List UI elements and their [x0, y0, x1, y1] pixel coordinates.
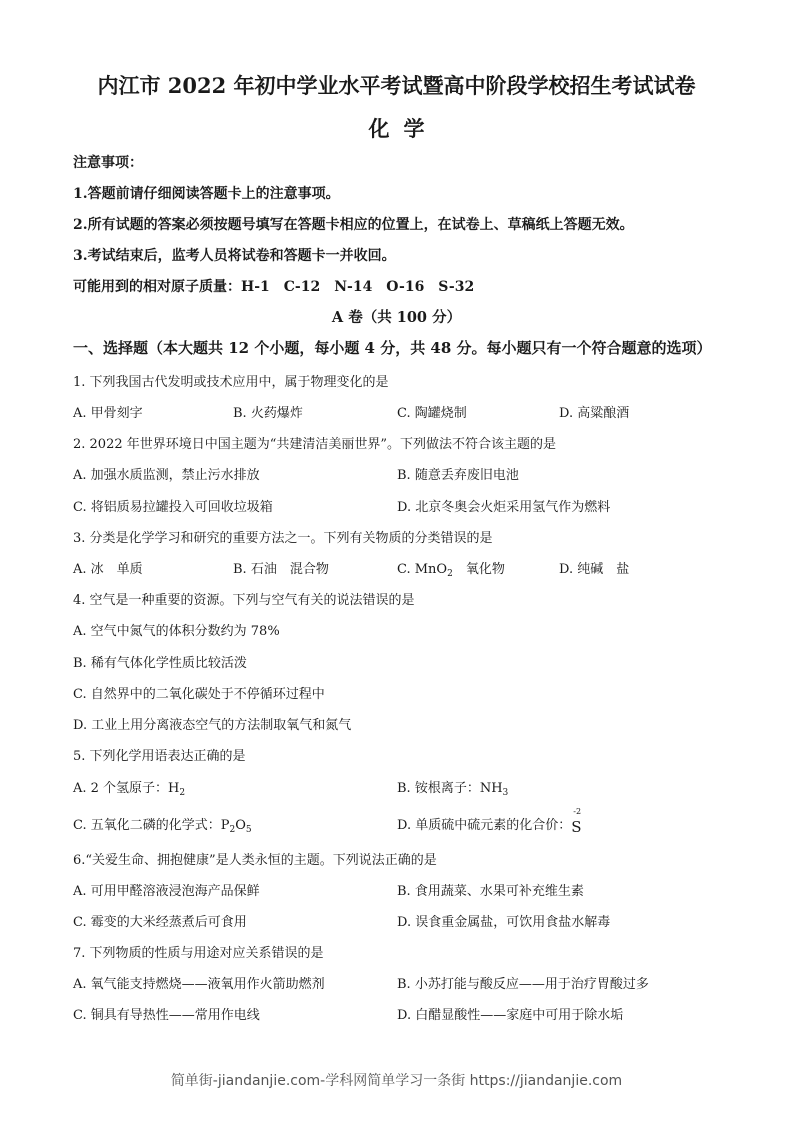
question-6-option-c: C. 霉变的大米经蒸煮后可食用 [73, 915, 247, 930]
question-4-option-a: A. 空气中氮气的体积分数约为 78% [73, 624, 280, 639]
question-7-option-a: A. 氧气能支持燃烧——液氧用作火箭助燃剂 [73, 977, 325, 992]
note-item-1: 1.答题前请仔细阅读答题卡上的注意事项。 [73, 186, 340, 202]
question-3-option-a: A. 冰 单质 [73, 562, 143, 577]
question-4-option-b: B. 稀有气体化学性质比较活泼 [73, 656, 247, 671]
question-6-option-a: A. 可用甲醛溶液浸泡海产品保鲜 [73, 884, 260, 899]
question-2-option-c: C. 将铝质易拉罐投入可回收垃圾箱 [73, 500, 273, 515]
question-4-option-c: C. 自然界中的二氧化碳处于不停循环过程中 [73, 687, 325, 702]
question-1-option-a: A. 甲骨刻字 [73, 406, 143, 421]
question-2-option-b: B. 随意丢弃废旧电池 [397, 468, 519, 483]
question-6-stem: 6.“关爱生命、拥抱健康”是人类永恒的主题。下列说法正确的是 [73, 853, 437, 868]
footer-watermark: 简单街-jiandanjie.com-学科网简单学习一条街 https://jiandanjie.com [170, 1073, 623, 1089]
notes-heading: 注意事项： [73, 155, 143, 171]
question-7-option-b: B. 小苏打能与酸反应——用于治疗胃酸过多 [397, 977, 649, 992]
question-4-stem: 4. 空气是一种重要的资源。下列与空气有关的说法错误的是 [73, 593, 415, 608]
question-5-option-b: B. 铵根离子：$NH_3$ [397, 781, 509, 798]
question-3-stem: 3. 分类是化学学习和研究的重要方法之一。下列有关物质的分类错误的是 [73, 531, 493, 546]
subject-title: 化学 [368, 116, 439, 141]
question-2-option-d: D. 北京冬奥会火炬采用氢气作为燃料 [397, 500, 611, 515]
question-1-stem: 1. 下列我国古代发明或技术应用中，属于物理变化的是 [73, 375, 389, 390]
question-3-option-b: B. 石油 混合物 [233, 562, 329, 577]
sulfur-valence: -2 S [571, 807, 582, 836]
section-a-heading: A 卷（共 100 分） [331, 309, 462, 326]
atomic-masses: 可能用到的相对原子质量：H-1 C-12 N-14 O-16 S-32 [73, 279, 475, 295]
question-1-option-c: C. 陶罐烧制 [397, 406, 467, 421]
note-item-3: 3.考试结束后，监考人员将试卷和答题卡一并收回。 [73, 248, 396, 264]
question-1-option-d: D. 高粱酿酒 [559, 406, 630, 421]
question-7-option-c: C. 铜具有导热性——常用作电线 [73, 1008, 260, 1023]
question-6-option-b: B. 食用蔬菜、水果可补充维生素 [397, 884, 584, 899]
exam-title: 内江市 2022 年初中学业水平考试暨高中阶段学校招生考试试卷 [97, 73, 696, 98]
question-5-option-d: D. 单质硫中硫元素的化合价： -2 S [397, 807, 582, 836]
question-7-stem: 7. 下列物质的性质与用途对应关系错误的是 [73, 946, 324, 961]
question-2-stem: 2. 2022 年世界环境日中国主题为“共建清洁美丽世界”。下列做法不符合该主题的是 [73, 437, 557, 452]
question-5-option-a: A. 2 个氢原子：$H_2$ [73, 781, 186, 798]
question-3-option-d: D. 纯碱 盐 [559, 562, 630, 577]
question-5-stem: 5. 下列化学用语表达正确的是 [73, 749, 246, 764]
note-item-2: 2.所有试题的答案必须按题号填写在答题卡相应的位置上，在试卷上、草稿纸上答题无效。 [73, 217, 634, 233]
question-3-option-c: C. MnO$_2$ 氧化物 [397, 562, 505, 579]
question-4-option-d: D. 工业上用分离液态空气的方法制取氧气和氮气 [73, 718, 352, 733]
question-6-option-d: D. 误食重金属盐，可饮用食盐水解毒 [397, 915, 611, 930]
question-5-option-c: C. 五氧化二磷的化学式：$P_2O_5$ [73, 818, 252, 835]
section-1-heading: 一、选择题（本大题共 12 个小题，每小题 4 分，共 48 分。每小题只有一个符合题意的选项） [73, 339, 712, 357]
question-1-option-b: B. 火药爆炸 [233, 406, 303, 421]
question-7-option-d: D. 白醋显酸性——家庭中可用于除水垢 [397, 1008, 624, 1023]
question-2-option-a: A. 加强水质监测，禁止污水排放 [73, 468, 260, 483]
